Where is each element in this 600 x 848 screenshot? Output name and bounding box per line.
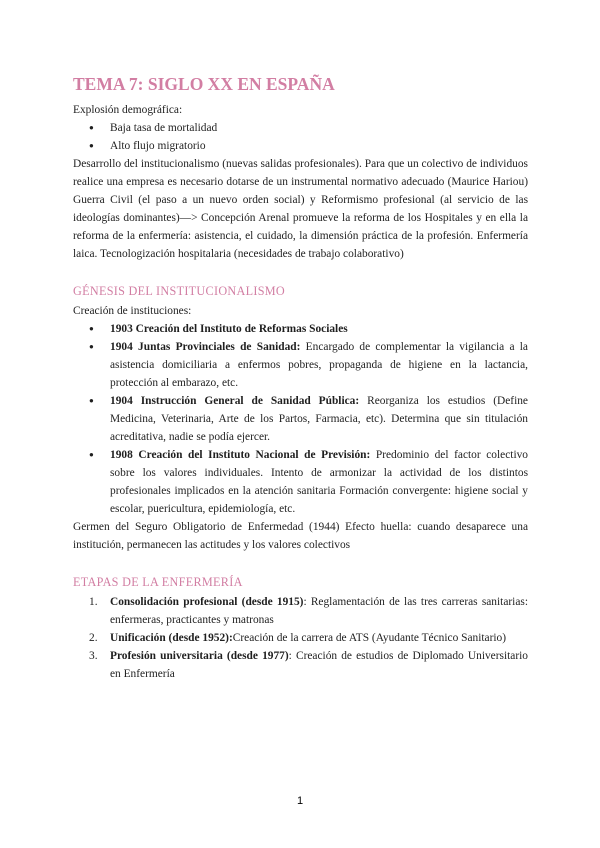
item-bold: 1904 Instrucción General de Sanidad Pública: [110,395,360,407]
item-bold: Profesión universitaria (desde 1977) [110,650,289,662]
item-text: Creación de la carrera de ATS (Ayudante Técnico Sanitario) [232,632,507,644]
section1-closing: Germen del Seguro Obligatorio de Enfermedad (1944) Efecto huella: cuando desaparece una institución, permanecen las actitudes y los valores colectivos [73,521,528,551]
intro-paragraph: Desarrollo del institucionalismo (nuevas salidas profesionales). Para que un colectivo de individuos realice una empresa es necesario dotarse de un instrumental normativo adecuado (Maurice Hariou) Guerra Civil (el paso a un nuevo orden social) y Reformismo profesional (al servicio de las ideologías dominantes)—> Concepción Arenal promueve la reforma de los Hospitales y en ella la reforma de la enfermería: asistencia, el cuidado, la dimensión práctica de la profesión. Enfermería laica. Tecnologización hospitalaria (necesidades de trabajo colaborativo) [73,158,528,260]
stages-list [73,593,528,683]
item-text: : Reglamentación de las tres carreras sanitarias: enfermeras, practicantes y matronas [110,596,528,626]
item-bold: Consolidación profesional (desde 1915) [110,596,304,608]
item-bold: 1904 Juntas Provinciales de Sanidad: [110,341,301,353]
list-item [73,647,528,683]
intro-list [73,119,528,155]
list-item [73,593,528,629]
page-number: 1 [296,795,304,807]
section-heading-genesis: GÉNESIS DEL INSTITUCIONALISMO [73,284,286,298]
section-heading-etapas: ETAPAS DE LA ENFERMERÍA [73,575,243,589]
item-bold: 1903 Creación del Instituto de Reformas Sociales [110,323,348,335]
document-page [73,73,528,683]
item-text: Reorganiza los estudios (Define Medicina, Veterinaria, Arte de los Partos, Farmacia, etc). Determina que sin titulación acreditativa, nadie se podía ejercer. [110,395,528,443]
intro-label: Explosión demográfica: [73,104,183,116]
item-number: 3. [89,650,98,662]
item-number: 1. [89,596,98,608]
list-item [73,629,528,647]
section1-label: Creación de instituciones: [73,305,192,317]
item-bold: Unificación (desde 1952): [110,632,233,644]
item-text: Encargado de complementar la vigilancia a la asistencia domiciliaria a enfermos pobres, propaganda de higiene en la lactancia, protección al embarazo, etc. [110,341,528,389]
list-item: ● Baja tasa de mortalidad [73,119,528,137]
list-item: ● Alto flujo migratorio [73,137,528,155]
page-title: TEMA 7: SIGLO XX EN ESPAÑA [73,74,335,94]
list-item [73,338,528,392]
list-item [73,320,528,338]
institutions-list [73,320,528,518]
item-number: 2. [89,632,98,644]
item-bold: 1908 Creación del Instituto Nacional de Previsión: [110,449,371,461]
list-item [73,446,528,518]
list-item [73,392,528,446]
item-text: Predominio del factor colectivo sobre los valores individuales. Intento de armonizar la actividad de los distintos profesionales implicados en la atención sanitaria Formación convergente: higiene social y escolar, puericultura, epidemiología, etc. [110,449,528,515]
item-text: : Creación de estudios de Diplomado Universitario en Enfermería [110,650,529,680]
